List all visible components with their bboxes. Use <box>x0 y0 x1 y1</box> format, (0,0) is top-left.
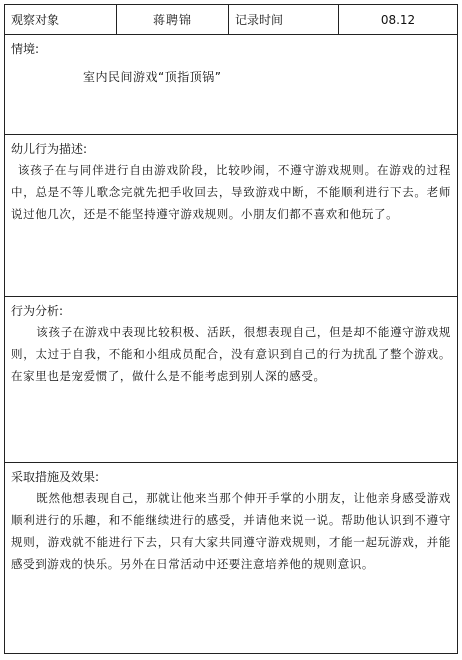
record-time-label: 记录时间 <box>229 5 339 34</box>
record-date: 08.12 <box>380 13 416 27</box>
behavior-label: 幼儿行为描述: <box>11 142 88 156</box>
observe-target-name: 蒋聘锦 <box>117 5 229 34</box>
measures-label: 采取措施及效果: <box>11 470 100 484</box>
analysis-content: 该孩子在游戏中表现比较积极、活跃，很想表现自己，但是却不能遵守游戏规则，太过于自我，不能和小组成员配合，没有意识到自己的行为扰乱了整个游戏。在家里也是宠爱惯了，做什么是不能考虑到别人深的感受。 <box>11 325 451 383</box>
measures-section <box>5 463 457 655</box>
situation-section <box>5 35 457 135</box>
behavior-content: 该孩子在与同伴进行自由游戏阶段，比较吵闹，不遵守游戏规则。在游戏的过程中，总是不等儿歌念完就先把手收回去，导致游戏中断，不能顺利进行下去。老师说过他几次，还是不能坚持遵守游戏规则。小朋友们都不喜欢和他玩了。 <box>11 163 451 221</box>
observation-record-sheet <box>4 4 458 654</box>
header-row <box>5 5 457 35</box>
observe-target-label: 观察对象 <box>5 5 117 34</box>
analysis-section <box>5 297 457 463</box>
measures-content: 既然他想表现自己，那就让他来当那个伸开手掌的小朋友，让他亲身感受游戏顺利进行的乐趣，和不能继续进行的感受，并请他来说一说。帮助他认识到不遵守规则，游戏就不能进行下去，只有大家共同遵守游戏规则，才能一起玩游戏，并能感受到游戏的快乐。另外在日常活动中还要注意培养他的规则意识。 <box>11 491 451 571</box>
situation-content: 室内民间游戏“顶指顶锅” <box>83 70 222 84</box>
behavior-section <box>5 135 457 297</box>
situation-label: 情境: <box>11 42 40 56</box>
analysis-label: 行为分析: <box>11 304 64 318</box>
